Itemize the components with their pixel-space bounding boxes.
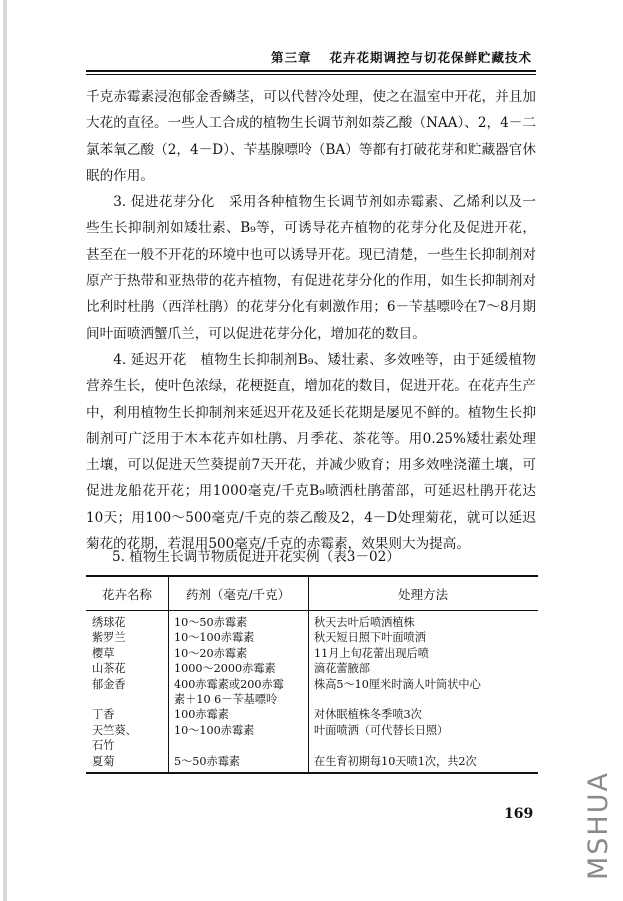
table-cell <box>174 738 284 753</box>
table-cell <box>314 738 481 753</box>
table-cell: 石竹 <box>92 739 115 753</box>
table-cell: 10～100赤霉素 <box>174 631 255 645</box>
table-cell: 夏菊 <box>92 754 115 768</box>
header-agent: 药剂（毫克/千克） <box>185 587 291 602</box>
paragraph-1: 千克赤霉素浸泡郁金香鳞茎，可以代替冷处理，使之在温室中开花，并且加大花的直径。一些人工合成的植物生长调节剂如萘乙酸（NAA）、2，4－二氯苯氧乙酸（2，4－D）、苄基腺嘌呤（BA）等都有打破花芽和贮藏器官休眠的作用。 <box>86 89 536 184</box>
table-cell: 10～100赤霉素 <box>174 723 255 737</box>
table-cell: 秋天去叶后喷洒植株 <box>314 616 415 629</box>
table-cell: 对休眠植株冬季喷3次 <box>314 708 422 722</box>
table-cell: 10～50赤霉素 <box>174 616 248 629</box>
header-flower-name: 花卉名称 <box>101 587 152 602</box>
table-cell: 5～50赤霉素 <box>174 754 241 768</box>
table-cell: 紫罗兰 <box>92 631 126 645</box>
watermark: MSHUA <box>583 771 614 880</box>
column-methods <box>314 615 481 769</box>
table-cell: 1000～2000赤霉素 <box>174 662 276 676</box>
table-cell: 郁金香 <box>92 677 126 691</box>
page-edge-shadow <box>3 0 7 901</box>
table-col-divider-2 <box>308 575 309 774</box>
column-flower-names <box>92 615 137 769</box>
table-col-divider-1 <box>168 575 169 774</box>
running-header <box>92 48 532 68</box>
table-cell: 400赤霉素或200赤霉 <box>174 677 284 691</box>
table-caption: 5. 植物生长调节物质促进开花实例（表3－02） <box>112 549 400 565</box>
table-cell: 山茶花 <box>92 662 126 676</box>
table-cell <box>314 692 481 707</box>
table-cell: 株高5～10厘米时滴人叶筒状中心 <box>314 677 481 691</box>
table-top-rule <box>86 575 538 577</box>
table-cell: 樱草 <box>92 646 115 660</box>
table-cell <box>92 692 137 707</box>
table-cell: 绣球花 <box>92 616 126 629</box>
column-agents <box>174 615 284 769</box>
table-cell: 天竺葵、 <box>92 723 137 737</box>
table-cell: 滴花蕾腋部 <box>314 662 370 676</box>
table-cell: 丁香 <box>92 708 115 722</box>
table-bottom-rule <box>86 772 538 774</box>
header-rule-thin <box>86 74 536 75</box>
body-text <box>86 84 536 557</box>
table-cell: 11月上旬花蕾出现后喷 <box>314 646 429 660</box>
header-method: 处理方法 <box>397 587 448 602</box>
table-cell: 叶面喷洒（可代替长日照） <box>314 723 449 737</box>
chapter-title: 花卉花期调控与切花保鲜贮藏技术 <box>329 50 532 65</box>
table-cell: 10～20赤霉素 <box>174 646 248 660</box>
table-cell: 素＋10 6－苄基嘌呤 <box>174 692 278 706</box>
table-header-rule <box>86 610 538 611</box>
page-number: 169 <box>504 806 534 822</box>
flowering-table <box>86 575 538 774</box>
chapter-label: 第三章 <box>270 50 312 65</box>
paragraph-3: 4. 延迟开花 植物生长抑制剂B₉、矮壮素、多效唑等，由于延缓植物营养生长，使叶色浓绿，花梗挺直，增加花的数目，促进开花。在花卉生产中，利用植物生长抑制剂来延迟开花及延长花期是屡见不鲜的。植物生长抑制剂可广泛用于木本花卉如杜鹃、月季花、茶花等。用0.25%矮壮素处理土壤，可以促进天竺葵提前7天开花，并减少败育；用多效唑浇灌土壤，可促进龙船花开花；用1000毫克/千克B₉喷洒杜鹃蕾部，可延迟杜鹃开花达10天；用100～500毫克/千克的萘乙酸及2，4－D处理菊花，就可以延迟菊花的花期，若混用500毫克/千克的赤霉素，效果则大为提高。 <box>86 351 536 553</box>
table-cell: 100赤霉素 <box>174 708 229 722</box>
header-rule-thick <box>86 70 536 72</box>
paragraph-2: 3. 促进花芽分化 采用各种植物生长调节剂如赤霉素、乙烯利以及一些生长抑制剂如矮壮素、B₉等，可诱导花卉植物的花芽分化及促进开花，甚至在一般不开花的环境中也可以诱导开花。现已清楚，一些生长抑制剂对原产于热带和亚热带的花卉植物，有促进花芽分化的作用，如生长抑制剂对比利时杜鹃（西洋杜鹃）的花芽分化有刺激作用；6－苄基嘌呤在7～8月期间叶面喷洒蟹爪兰，可以促进花芽分化，增加花的数目。 <box>86 194 536 342</box>
table-cell: 秋天短日照下叶面喷洒 <box>314 631 426 645</box>
table-cell: 在生育初期每10天喷1次，共2次 <box>314 754 477 768</box>
